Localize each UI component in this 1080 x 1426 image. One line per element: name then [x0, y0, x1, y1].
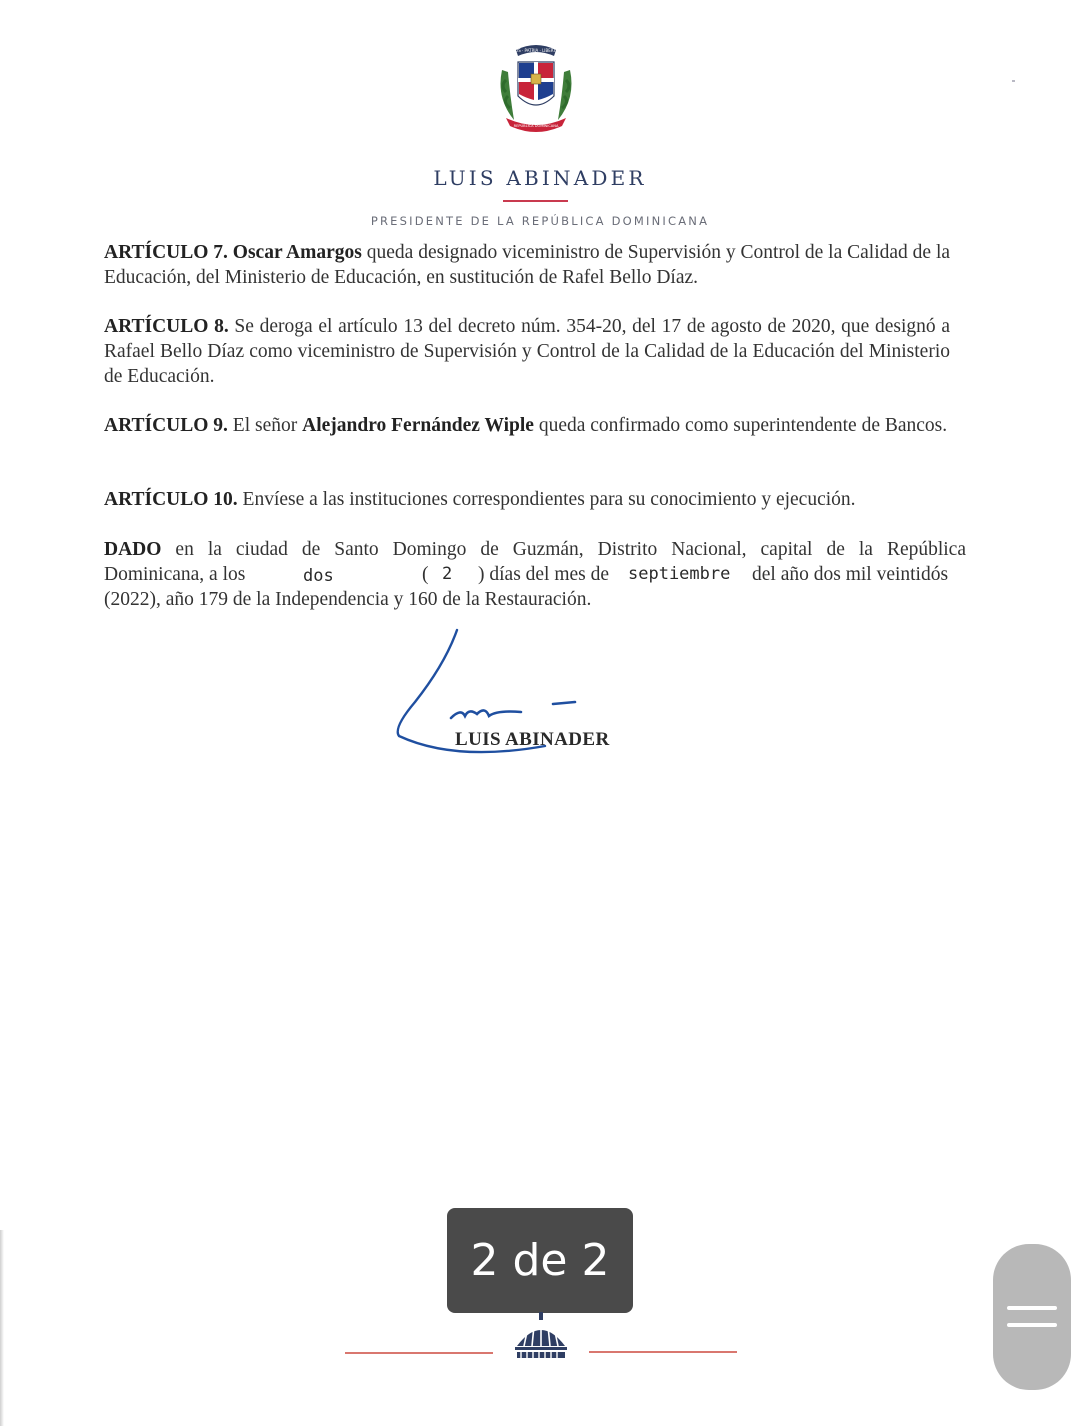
dado-line-1-text: en la ciudad de Santo Domingo de Guzmán, Distrito Nacional, capital de la República [175, 539, 966, 560]
article-7 [104, 240, 950, 290]
article-9-label: ARTÍCULO 9. [104, 415, 228, 436]
scroll-handle-grip-top [1007, 1306, 1057, 1310]
scan-speck [1012, 80, 1015, 82]
article-7-text: queda designado viceministro de Supervisión y Control de la Calidad de la Educación, del Ministerio de Educación, en sustitución de Rafel Bello Díaz. [104, 242, 951, 288]
article-7-label: ARTÍCULO 7. [104, 242, 228, 263]
dado-line-1 [104, 537, 966, 562]
coat-of-arms-seal [488, 40, 584, 136]
dado-paragraph [104, 537, 966, 612]
dado-line-3: (2022), año 179 de la Independencia y 160 de la Restauración. [104, 589, 592, 610]
article-10 [104, 487, 950, 512]
dado-line-2-start: Dominicana, a los [104, 564, 246, 585]
day-number-field: 2 [442, 564, 453, 584]
dado-line-2 [104, 562, 966, 587]
scroll-handle-grip-bottom [1007, 1323, 1057, 1327]
day-paren-open: ( [422, 564, 429, 585]
header-president-title: PRESIDENTE DE LA REPÚBLICA DOMINICANA [370, 214, 710, 228]
article-8 [104, 314, 950, 389]
article-9 [104, 413, 950, 438]
article-7-person: Oscar Amargos [232, 242, 362, 263]
page-edge-shadow [0, 1230, 4, 1426]
article-9-person: Alejandro Fernández Wiple [302, 415, 534, 436]
footer-rule-right [589, 1351, 737, 1353]
article-9-pre: El señor [232, 415, 298, 436]
seal-motto-top: DIOS · PATRIA · LIBERTAD [510, 48, 562, 53]
day-in-words-field: dos [303, 566, 334, 586]
scroll-handle[interactable] [993, 1244, 1071, 1390]
dado-line-2-end: del año dos mil veintidós [752, 564, 949, 585]
dado-line-2-mid: ) días del mes de [478, 564, 610, 585]
header-president-name: LUIS ABINADER [433, 166, 647, 190]
article-8-label: ARTÍCULO 8. [104, 316, 229, 337]
signature-name: LUIS ABINADER [455, 729, 610, 750]
national-palace-dome-icon [511, 1310, 571, 1362]
header-accent-rule [503, 200, 568, 202]
article-10-label: ARTÍCULO 10. [104, 489, 238, 510]
seal-ribbon-text: REPÚBLICA DOMINICANA [513, 124, 559, 128]
page-indicator: 2 de 2 [447, 1208, 633, 1313]
article-10-text: Envíese a las instituciones correspondientes para su conocimiento y ejecución. [242, 489, 856, 510]
dado-label: DADO [104, 539, 162, 560]
article-9-text: queda confirmado como superintendente de Bancos. [538, 415, 948, 436]
footer-rule-left [345, 1352, 493, 1354]
month-field: septiembre [628, 564, 731, 584]
article-8-text: Se deroga el artículo 13 del decreto núm. 354-20, del 17 de agosto de 2020, que designó a Rafael Bello Díaz como viceministro de Supervisión y Control de la Calidad de la Educación del Ministerio de Educación. [104, 316, 951, 387]
